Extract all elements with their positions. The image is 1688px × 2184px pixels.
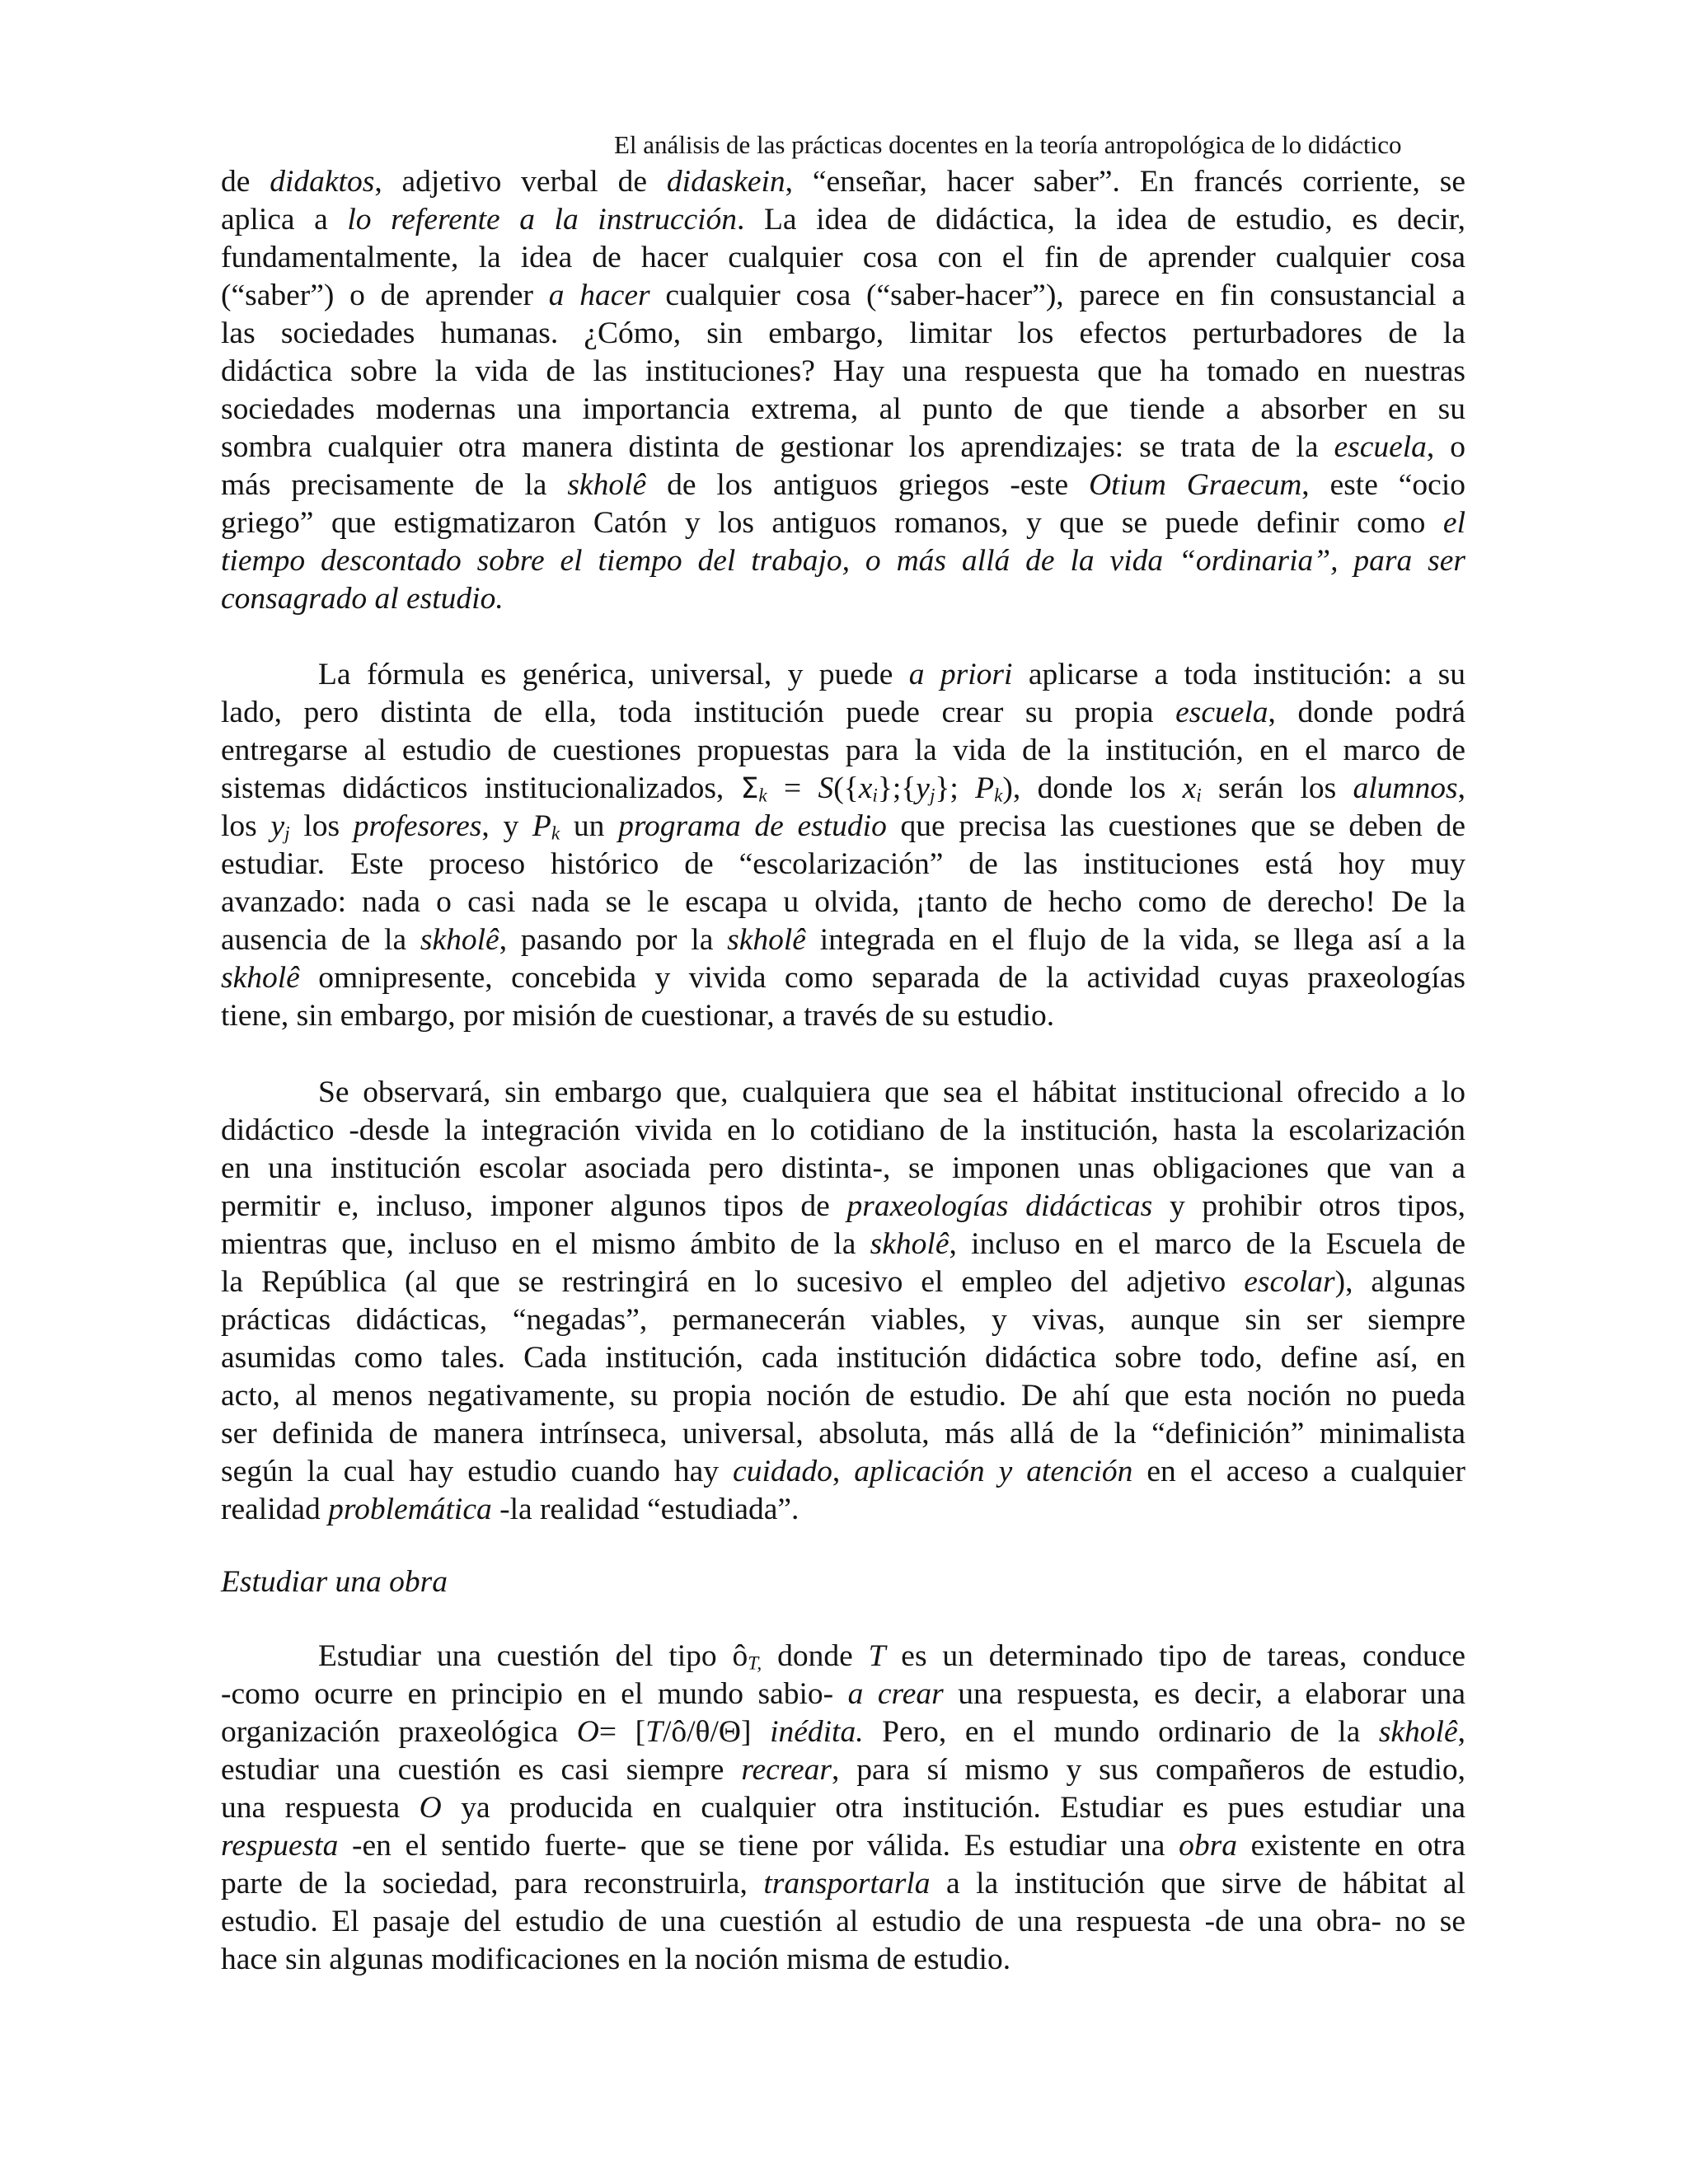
italic-text: T <box>645 1715 663 1749</box>
text-segment: que precisa las cuestiones que se deben de <box>886 809 1466 843</box>
text-line <box>221 1188 1465 1226</box>
text-segment: , pasando por la <box>499 923 728 957</box>
text-line <box>221 353 1465 391</box>
text-segment: Estudiar una cuestión del tipo ô <box>318 1639 748 1673</box>
italic-text: T <box>868 1639 886 1673</box>
text-line <box>221 1339 1465 1377</box>
italic-text: programa de estudio <box>618 809 887 843</box>
text-line <box>221 277 1465 315</box>
text-segment: acto, al menos negativamente, su propia noción de estudio. De ahí que esta noción no pueda <box>221 1379 1465 1413</box>
subscript: j <box>284 823 290 845</box>
text-segment: ), donde los <box>1002 771 1183 805</box>
text-segment: aplicarse a toda institución: a su <box>1012 658 1465 691</box>
text-segment: , incluso en el marco de la Escuela de <box>949 1227 1466 1261</box>
text-line <box>221 1789 1465 1827</box>
text-segment: serán los <box>1201 771 1353 805</box>
text-segment: estudiar. Este proceso histórico de “escolarización” de las instituciones está hoy muy <box>221 847 1465 881</box>
text-segment: = [ <box>598 1715 646 1749</box>
text-segment: -como ocurre en principio en el mundo sabio- <box>221 1677 848 1711</box>
italic-text: problemática <box>328 1493 492 1526</box>
text-segment: ({ <box>833 771 859 805</box>
italic-text: skholê <box>1378 1715 1458 1749</box>
italic-text: a crear <box>847 1677 944 1711</box>
text-segment: de <box>221 165 270 199</box>
text-line <box>221 1941 1465 1979</box>
text-segment: /ô/θ/Θ] <box>662 1715 771 1749</box>
text-line <box>221 1226 1465 1263</box>
italic-text: skholê <box>221 961 300 995</box>
text-line <box>221 694 1465 732</box>
text-segment: y prohibir otros tipos, <box>1152 1189 1466 1223</box>
text-segment: aplica a <box>221 203 348 237</box>
italic-text: cuidado <box>733 1455 832 1488</box>
text-line <box>221 1865 1465 1903</box>
text-segment: prácticas didácticas, “negadas”, permanecerán viables, y vivas, aunque sin ser siempre <box>221 1303 1465 1337</box>
text-segment: avanzado: nada o casi nada se le escapa u olvida, ¡tanto de hecho como de derecho! De la <box>221 885 1465 919</box>
text-line <box>318 1074 1465 1112</box>
text-segment: en el acceso a cualquier <box>1132 1455 1466 1488</box>
italic-text: inédita. <box>770 1715 864 1749</box>
text-segment: , y <box>481 809 532 843</box>
text-segment: estudiar una cuestión es casi siempre <box>221 1753 742 1787</box>
text-segment: , para sí mismo y sus compañeros de estudio, <box>832 1753 1465 1787</box>
subscript: k <box>551 823 560 845</box>
subscript: k <box>994 785 1003 807</box>
text-line <box>221 1675 1465 1713</box>
italic-text: praxeologías didácticas <box>846 1189 1153 1223</box>
italic-text: el <box>1442 506 1465 540</box>
italic-text: skholê <box>727 923 806 957</box>
text-segment: integrada en el flujo de la vida, se llega así a la <box>805 923 1465 957</box>
text-line <box>221 770 1465 808</box>
italic-text: escuela <box>1175 696 1268 729</box>
subscript: i <box>1196 785 1202 807</box>
text-line <box>221 959 1465 997</box>
italic-text: P <box>532 809 551 843</box>
text-segment: = <box>767 771 818 805</box>
text-line <box>221 921 1465 959</box>
italic-text: x <box>1182 771 1197 805</box>
text-segment: . La idea de didáctica, la idea de estudio, es decir, <box>737 203 1465 237</box>
italic-text: didaskein <box>666 165 785 199</box>
italic-text: escolar <box>1244 1265 1335 1299</box>
text-segment: lado, pero distinta de ella, toda institución puede crear su propia <box>221 696 1176 729</box>
text-line <box>221 1301 1465 1339</box>
text-line <box>221 1453 1465 1491</box>
text-segment: organización praxeológica <box>221 1715 577 1749</box>
text-segment: es un determinado tipo de tareas, conduce <box>885 1639 1466 1673</box>
text-line <box>221 542 1465 580</box>
text-segment: Se observará, sin embargo que, cualquiera que sea el hábitat institucional ofrecido a lo <box>318 1076 1465 1109</box>
text-segment: , adjetivo verbal de <box>374 165 667 199</box>
italic-text: alumnos <box>1353 771 1458 805</box>
italic-text: tiempo descontado sobre el tiempo del trabajo, o más allá de la vida “ordinaria”, para ser <box>221 544 1465 578</box>
text-segment: realidad <box>221 1493 329 1526</box>
text-segment: griego” que estigmatizaron Catón y los antiguos romanos, y que se puede definir como <box>221 506 1443 540</box>
text-segment: entregarse al estudio de cuestiones propuestas para la vida de la institución, en el marco de <box>221 733 1465 767</box>
text-segment: -la realidad “estudiada”. <box>491 1493 799 1526</box>
text-line <box>221 580 1465 618</box>
italic-text: obra <box>1179 1829 1237 1863</box>
italic-text: a hacer <box>548 279 650 312</box>
text-line <box>221 429 1465 466</box>
italic-text: S <box>818 771 834 805</box>
subscript: k <box>758 785 767 807</box>
text-line <box>221 1903 1465 1941</box>
text-segment: , <box>832 1455 855 1488</box>
italic-text: skholê <box>870 1227 950 1261</box>
text-segment: de los antiguos griegos -este <box>646 468 1090 502</box>
text-segment: , o <box>1426 430 1466 464</box>
text-segment: , donde podrá <box>1268 696 1465 729</box>
text-segment: en una institución escolar asociada pero distinta-, se imponen unas obligaciones que van a <box>221 1151 1465 1185</box>
text-line <box>221 239 1465 277</box>
text-segment: una respuesta, es decir, a elaborar una <box>943 1677 1465 1711</box>
italic-text: lo referente a la instrucción <box>347 203 738 237</box>
text-segment: ya producida en cualquier otra institución. Estudiar es pues estudiar una <box>441 1791 1465 1825</box>
text-segment: , este “ocio <box>1301 468 1465 502</box>
italic-text: consagrado al estudio. <box>221 582 504 616</box>
text-segment: }; <box>935 771 976 805</box>
text-segment: estudio. El pasaje del estudio de una cuestión al estudio de una respuesta -de una obra- no se <box>221 1905 1465 1938</box>
italic-text: aplicación y atención <box>854 1455 1133 1488</box>
text-segment: asumidas como tales. Cada institución, cada institución didáctica sobre todo, define así, en <box>221 1341 1465 1375</box>
text-segment: };{ <box>877 771 917 805</box>
italic-text: escuela <box>1334 430 1427 464</box>
text-line <box>221 883 1465 921</box>
text-segment: fundamentalmente, la idea de hacer cualquier cosa con el fin de aprender cualquier cosa <box>221 241 1465 274</box>
text-line <box>221 391 1465 429</box>
running-header: El análisis de las prácticas docentes en la teoría antropológica de lo didáctico <box>614 130 1402 159</box>
text-segment: sociedades modernas una importancia extrema, al punto de que tiende a absorber en su <box>221 392 1465 426</box>
italic-text: O <box>576 1715 599 1749</box>
text-line <box>318 656 1465 694</box>
text-segment: donde <box>762 1639 869 1673</box>
text-line <box>221 1263 1465 1301</box>
text-line <box>221 997 1465 1035</box>
text-segment: tiene, sin embargo, por misión de cuestionar, a través de su estudio. <box>221 999 1055 1033</box>
text-line <box>221 1827 1465 1865</box>
subscript: T, <box>748 1652 762 1675</box>
text-segment: sombra cualquier otra manera distinta de gestionar los aprendizajes: se trata de la <box>221 430 1334 464</box>
italic-text: y <box>270 809 285 843</box>
italic-text: transportarla <box>763 1867 931 1900</box>
text-segment: según la cual hay estudio cuando hay <box>221 1455 734 1488</box>
text-line <box>221 201 1465 239</box>
text-segment: sistemas didácticos institucionalizados, <box>221 771 741 805</box>
text-segment: didáctico -desde la integración vivida en lo cotidiano de la institución, hasta la escolarización <box>221 1113 1465 1147</box>
text-segment: La fórmula es genérica, universal, y puede <box>318 658 909 691</box>
text-segment: ausencia de la <box>221 923 420 957</box>
text-segment: a la institución que sirve de hábitat al <box>930 1867 1465 1900</box>
text-segment: parte de la sociedad, para reconstruirla, <box>221 1867 764 1900</box>
subscript: i <box>872 785 878 807</box>
subscript: j <box>929 785 935 807</box>
text-segment: ser definida de manera intrínseca, universal, absoluta, más allá de la “definición” minimalista <box>221 1417 1465 1451</box>
italic-text: skholê <box>420 923 499 957</box>
italic-text: respuesta <box>221 1829 339 1863</box>
text-segment: existente en otra <box>1236 1829 1465 1863</box>
text-segment: -en el sentido fuerte- que se tiene por válida. Es estudiar una <box>338 1829 1179 1863</box>
text-line <box>221 808 1465 846</box>
text-segment: ), algunas <box>1334 1265 1465 1299</box>
italic-text: y <box>916 771 930 805</box>
text-line <box>221 1751 1465 1789</box>
text-line <box>221 466 1465 504</box>
italic-text: a priori <box>908 658 1013 691</box>
text-segment: omnipresente, concebida y vivida como separada de la actividad cuyas praxeologías <box>299 961 1465 995</box>
text-segment: Pero, en el mundo ordinario de la <box>863 1715 1379 1749</box>
text-segment: los <box>289 809 354 843</box>
text-segment: didáctica sobre la vida de las instituciones? Hay una respuesta que ha tomado en nuestras <box>221 354 1465 388</box>
text-segment: hace sin algunas modificaciones en la noción misma de estudio. <box>221 1943 1011 1976</box>
italic-text: recrear <box>741 1753 832 1787</box>
math-symbol: Σ <box>740 772 759 805</box>
text-line <box>221 1150 1465 1188</box>
italic-text: didaktos <box>270 165 375 199</box>
text-line <box>221 163 1465 201</box>
italic-text: P <box>975 771 995 805</box>
text-segment: las sociedades humanas. ¿Cómo, sin embargo, limitar los efectos perturbadores de la <box>221 316 1465 350</box>
text-segment: (“saber”) o de aprender <box>221 279 549 312</box>
text-segment: mientras que, incluso en el mismo ámbito de la <box>221 1227 870 1261</box>
italic-text: Otium Graecum <box>1089 468 1302 502</box>
section-heading: Estudiar una obra <box>221 1565 448 1599</box>
text-line <box>221 846 1465 883</box>
text-segment: , <box>1457 771 1465 805</box>
text-line <box>221 1415 1465 1453</box>
text-segment: , <box>1457 1715 1465 1749</box>
text-segment: más precisamente de la <box>221 468 568 502</box>
text-line <box>221 1491 1465 1529</box>
text-segment: los <box>221 809 271 843</box>
text-line <box>221 732 1465 770</box>
text-segment: permitir e, incluso, imponer algunos tipos de <box>221 1189 847 1223</box>
text-segment: cualquier cosa (“saber-hacer”), parece en fin consustancial a <box>649 279 1465 312</box>
text-line <box>221 1377 1465 1415</box>
text-line <box>221 1112 1465 1150</box>
text-segment: una respuesta <box>221 1791 420 1825</box>
text-segment: , “enseñar, hacer saber”. En francés corriente, se <box>785 165 1465 199</box>
text-line <box>318 1638 1465 1675</box>
text-line <box>221 1713 1465 1751</box>
text-segment: la República (al que se restringirá en lo sucesivo el empleo del adjetivo <box>221 1265 1245 1299</box>
text-line <box>221 315 1465 353</box>
italic-text: O <box>419 1791 442 1825</box>
italic-text: profesores <box>353 809 482 843</box>
text-segment: un <box>560 809 619 843</box>
text-line <box>221 504 1465 542</box>
italic-text: x <box>858 771 873 805</box>
italic-text: skholê <box>567 468 647 502</box>
